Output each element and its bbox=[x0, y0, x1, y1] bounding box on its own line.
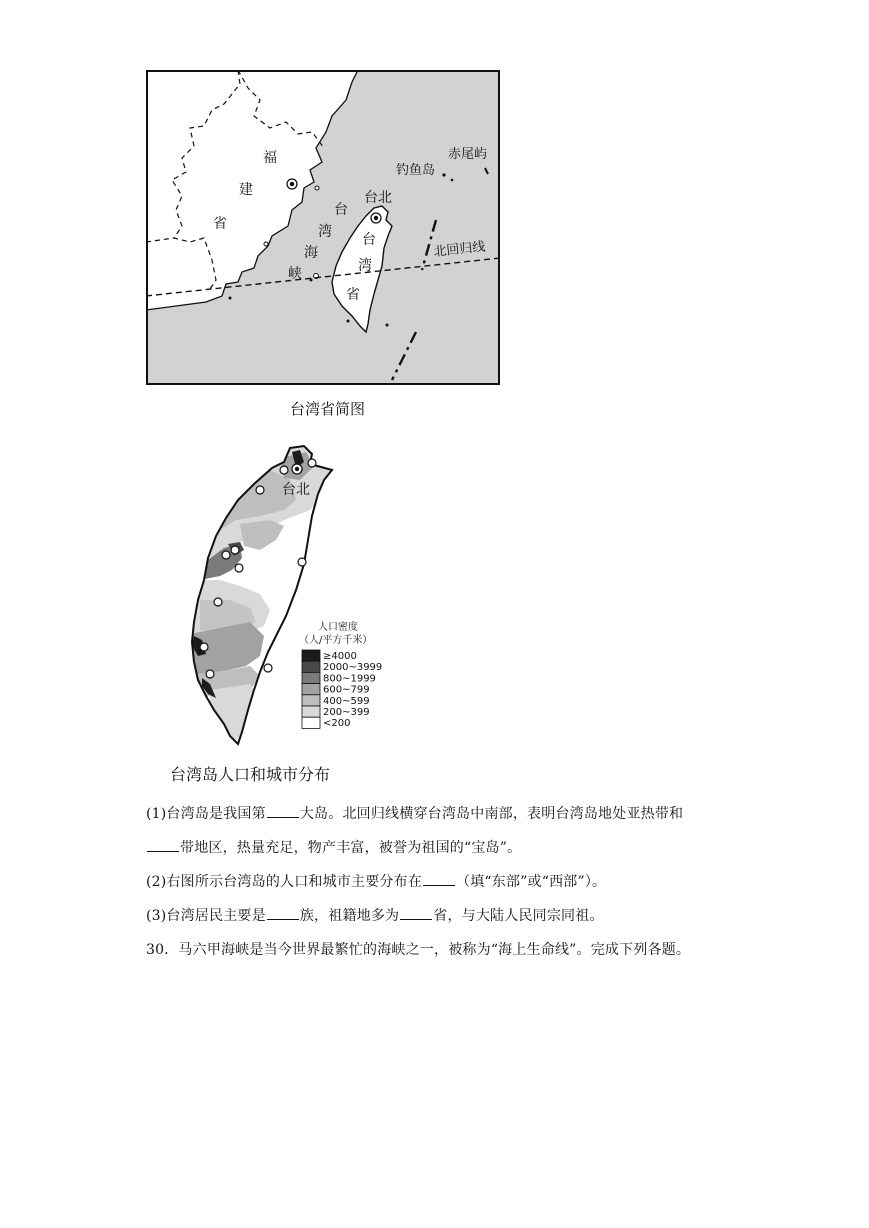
city-marker bbox=[222, 551, 230, 559]
map1-caption: 台湾省简图 bbox=[290, 400, 366, 418]
city-marker bbox=[214, 598, 222, 606]
city-marker bbox=[280, 466, 288, 474]
question-1-line-2 bbox=[146, 837, 521, 857]
tropic-label: 北回归线 bbox=[432, 239, 487, 260]
capital-symbol-taibei bbox=[292, 464, 302, 474]
q3-text-b: 族，祖籍地多为 bbox=[299, 908, 400, 924]
city-marker bbox=[235, 564, 243, 572]
population-city-map bbox=[180, 440, 400, 750]
legend-title: 人口密度 bbox=[318, 622, 358, 633]
legend-swatch bbox=[302, 650, 320, 661]
legend bbox=[299, 620, 382, 729]
city-marker bbox=[206, 670, 214, 678]
fujian-label-2: 建 bbox=[239, 182, 253, 198]
answer-blank[interactable] bbox=[423, 873, 455, 886]
legend-swatch bbox=[302, 706, 320, 717]
taibei-label: 台北 bbox=[364, 190, 392, 206]
city-marker bbox=[200, 643, 208, 651]
strait-label-1: 台 bbox=[334, 202, 348, 218]
fujian-label-3: 省 bbox=[213, 216, 227, 232]
q2-text-a: (2)右图所示台湾岛的人口和城市主要分布在 bbox=[146, 874, 423, 890]
legend-swatch bbox=[302, 672, 320, 683]
answer-blank[interactable] bbox=[267, 805, 299, 818]
island bbox=[386, 324, 389, 327]
legend-label: 400~599 bbox=[323, 695, 370, 707]
city-marker bbox=[231, 546, 239, 554]
q1-text-c: 带地区，热量充足，物产丰富，被誉为祖国的“宝岛”。 bbox=[180, 840, 522, 856]
strait-label-3: 海 bbox=[304, 245, 318, 261]
legend-label: 2000~3999 bbox=[323, 662, 383, 674]
q2-text-b: （填“东部”或“西部”）。 bbox=[456, 874, 607, 890]
taiwan-sketch-map bbox=[146, 70, 500, 385]
legend-label: 200~399 bbox=[323, 707, 370, 718]
island bbox=[264, 242, 268, 246]
legend-label: ≥4000 bbox=[323, 651, 357, 662]
taiwan-label-1: 台 bbox=[362, 232, 376, 248]
legend-unit: （人/平方千米） bbox=[299, 635, 373, 646]
legend-label: 600~799 bbox=[323, 684, 370, 696]
map2-caption: 台湾岛人口和城市分布 bbox=[170, 765, 331, 784]
taiwan-label-3: 省 bbox=[346, 287, 360, 303]
capital-symbol-fuzhou bbox=[287, 179, 297, 189]
city-marker bbox=[264, 664, 272, 672]
taiwan-label-2: 湾 bbox=[358, 258, 372, 274]
q3-text-a: (3)台湾居民主要是 bbox=[146, 908, 266, 924]
q1-text-b: 大岛。北回归线横穿台湾岛中南部，表明台湾岛地处亚热带和 bbox=[299, 806, 684, 822]
strait-label-4: 峡 bbox=[288, 266, 302, 282]
legend-swatch bbox=[302, 717, 320, 728]
question-2 bbox=[146, 871, 606, 891]
legend-swatch bbox=[302, 661, 320, 672]
density-zone-200-399-c bbox=[210, 684, 258, 740]
diaoyu-island-dot bbox=[442, 173, 445, 176]
city-marker bbox=[298, 558, 306, 566]
answer-blank[interactable] bbox=[267, 907, 299, 920]
island bbox=[315, 186, 319, 190]
city-marker bbox=[256, 486, 264, 494]
legend-label: <200 bbox=[323, 718, 351, 730]
diaoyu-label: 钓鱼岛 bbox=[396, 163, 436, 178]
answer-blank[interactable] bbox=[147, 839, 179, 852]
strait-label-2: 湾 bbox=[318, 224, 332, 240]
legend-label: 800~1999 bbox=[323, 673, 376, 685]
legend-swatch bbox=[302, 695, 320, 706]
question-1-line-1 bbox=[146, 803, 683, 823]
city-marker bbox=[308, 459, 316, 467]
legend-swatch bbox=[302, 684, 320, 695]
chiwei-label: 赤尾屿 bbox=[448, 147, 488, 162]
island bbox=[229, 297, 232, 300]
diaoyu-island-dot bbox=[451, 179, 454, 182]
fujian-label-1: 福 bbox=[263, 150, 277, 166]
q1-text-a: (1)台湾岛是我国第 bbox=[146, 806, 266, 822]
question-30: 30．马六甲海峡是当今世界最繁忙的海峡之一，被称为“海上生命线”。完成下列各题。 bbox=[146, 942, 691, 958]
taibei-label: 台北 bbox=[282, 482, 310, 498]
capital-symbol-taibei bbox=[371, 213, 381, 223]
question-3 bbox=[146, 905, 604, 925]
island bbox=[347, 320, 350, 323]
answer-blank[interactable] bbox=[400, 907, 432, 920]
q3-text-c: 省，与大陆人民同宗同祖。 bbox=[433, 908, 604, 924]
